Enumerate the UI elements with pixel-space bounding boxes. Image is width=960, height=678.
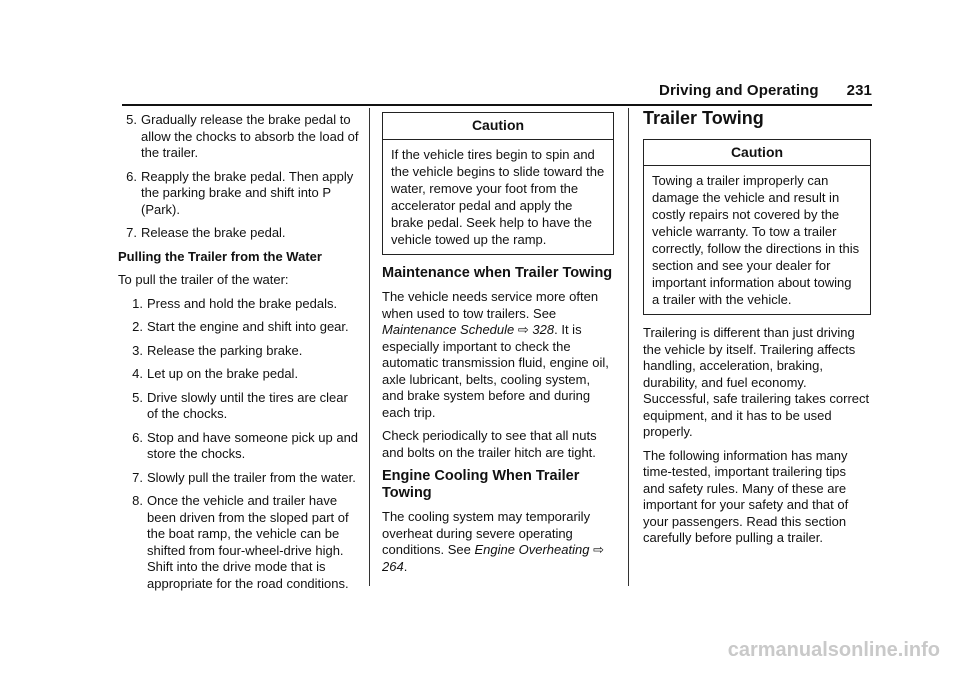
maintenance-paragraph-2: Check periodically to see that all nuts and bolts on the trailer hitch are tight. [382, 428, 597, 460]
list-number: 1. [132, 295, 143, 311]
list-text: Press and hold the brake pedals. [147, 295, 338, 311]
caution-title: Caution [644, 144, 870, 167]
cooling-paragraph [382, 509, 614, 575]
subheading: Pulling the Trailer from the Water [118, 248, 322, 264]
list-intro: To pull the trailer of the water: [118, 272, 289, 287]
list-text: Drive slowly until the tires are clear of the chocks. [147, 389, 348, 421]
numbered-list-b [118, 296, 360, 593]
list-item [124, 366, 360, 383]
column-divider-2 [628, 108, 629, 586]
list-number: 2. [132, 319, 143, 334]
list-text: Start the engine and shift into gear. [147, 319, 349, 334]
page-ref[interactable]: 264 [382, 558, 404, 574]
text-run: The cooling system may temporarily overheat during severe operating conditions. See [382, 509, 591, 557]
list-number: 4. [132, 366, 143, 381]
column-1 [118, 112, 360, 599]
paragraph: Trailering is different than just driving the vehicle by itself. Trailering affects handling, acceleration, braking, durability, and fuel economy. Successful, safe trailering takes correct equipment, and it has to be used properly. [643, 325, 870, 439]
caution-box [643, 139, 871, 316]
caution-title: Caution [383, 117, 613, 140]
list-number: 8. [132, 493, 143, 508]
list-item [124, 390, 360, 423]
header-rule [122, 104, 872, 106]
numbered-list-a [118, 112, 360, 242]
engine-overheating-link[interactable]: Engine Overheating [474, 542, 590, 557]
section-heading: Trailer Towing [643, 108, 764, 128]
maintenance-schedule-link[interactable]: Maintenance Schedule [382, 322, 515, 337]
maintenance-heading: Maintenance when Trailer Towing [382, 264, 613, 281]
text-run: . It is especially important to check the automatic transmission fluid, engine oil, axle lubricant, belts, cooling system, and brake system before and during each trip. [382, 322, 609, 420]
list-text: Once the vehicle and trailer have been driven from the sloped part of the boat ramp, the vehicle can be shifted from four-wheel-drive high. Shift into the drive mode that is appropriate for the road conditions. [147, 493, 349, 591]
list-number: 6. [132, 429, 143, 445]
list-item [124, 296, 360, 313]
list-item [124, 470, 360, 487]
page-ref[interactable]: 328 [532, 322, 555, 337]
column-2 [382, 112, 614, 582]
list-text: Release the parking brake. [147, 342, 303, 358]
paragraph: The following information has many time-tested, important trailering tips and safety rules. Many of these are important for your safety and that of your passengers. Read this section carefully before pulling a trailer. [643, 447, 849, 545]
list-number: 7. [132, 469, 143, 485]
list-item [118, 225, 360, 242]
list-item [118, 112, 360, 162]
caution-box [382, 112, 614, 255]
list-text: Gradually release the brake pedal to allow the chocks to absorb the load of the trailer. [141, 112, 359, 160]
list-number: 5. [126, 112, 137, 127]
list-number: 5. [132, 389, 143, 405]
section-title: Driving and Operating [659, 82, 819, 99]
list-item [124, 343, 360, 360]
arrow-icon: ⇨ [593, 542, 604, 557]
list-text: Stop and have someone pick up and store the chocks. [147, 429, 359, 461]
text-run: . [403, 558, 408, 574]
caution-text: If the vehicle tires begin to spin and the vehicle begins to slide toward the water, remove your foot from the accelerator pedal and apply the brake pedal. Seek help to have the vehicle towed up the ramp. [391, 146, 605, 247]
list-number: 3. [132, 342, 143, 358]
arrow-icon: ⇨ [517, 322, 529, 337]
list-item [124, 430, 360, 463]
page-number: 231 [846, 82, 872, 99]
list-text: Reapply the brake pedal. Then apply the parking brake and shift into P (Park). [141, 168, 354, 217]
list-number: 6. [126, 168, 137, 184]
watermark: carmanualsonline.info [727, 639, 940, 661]
list-text: Release the brake pedal. [141, 225, 286, 240]
text-run: The vehicle needs service more often when used to tow trailers. See [382, 289, 599, 321]
list-item [118, 169, 360, 219]
list-text: Slowly pull the trailer from the water. [147, 469, 356, 485]
maintenance-paragraph [382, 289, 614, 421]
list-item [124, 319, 360, 336]
list-item [124, 493, 360, 592]
list-text: Let up on the brake pedal. [147, 366, 299, 381]
column-divider-1 [369, 108, 370, 586]
page-header [659, 82, 872, 99]
cooling-heading: Engine Cooling When Trailer Towing [382, 468, 580, 501]
caution-text: Towing a trailer improperly can damage the vehicle and result in costly repairs not covered by the vehicle warranty. To tow a trailer correctly, follow the directions in this section and see your dealer for important information about towing a trailer with the vehicle. [652, 173, 860, 307]
column-3 [643, 108, 871, 554]
list-number: 7. [126, 225, 137, 240]
